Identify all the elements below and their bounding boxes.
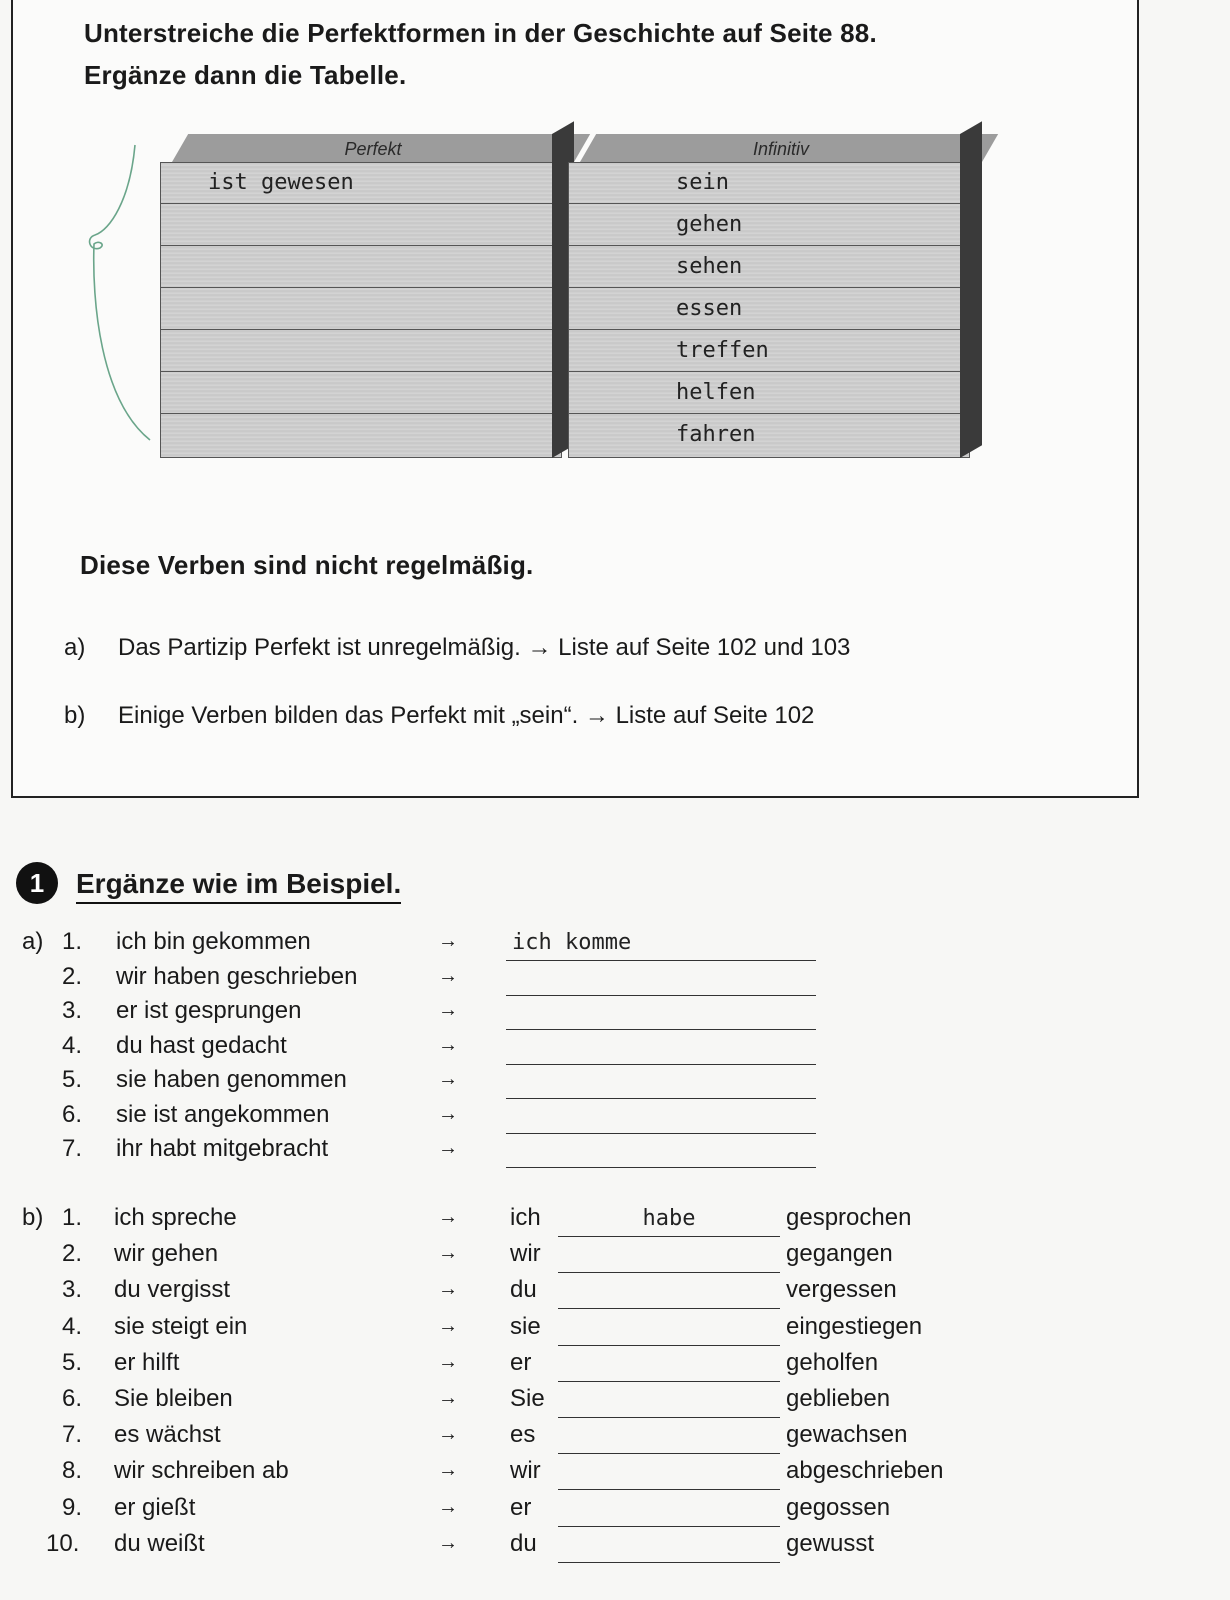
part-b-pronoun: ich — [510, 1204, 541, 1231]
part-a-number: 3. — [62, 997, 83, 1024]
part-b-number: 9. — [62, 1493, 83, 1521]
part-a-prompt: er ist gesprungen — [116, 997, 302, 1024]
arrow-icon: → — [438, 1278, 458, 1301]
arrow-icon: → — [438, 1033, 458, 1056]
part-b-participle: geblieben — [786, 1385, 891, 1412]
part-a-answer-line[interactable] — [506, 932, 816, 961]
part-b-participle: gesprochen — [786, 1204, 912, 1231]
part-b-answer-line[interactable] — [558, 1351, 780, 1382]
part-a-number: 1. — [62, 928, 83, 955]
part-b-answer-line[interactable] — [558, 1206, 780, 1237]
part-b-answer-line[interactable] — [558, 1459, 780, 1490]
infinitiv-row — [568, 162, 970, 204]
perfekt-cell: ist gewesen — [208, 170, 354, 195]
arrow-icon: → — [438, 1102, 458, 1125]
infinitiv-row — [568, 372, 970, 414]
part-b-pronoun: es — [510, 1421, 536, 1449]
part-b-answer[interactable]: habe — [642, 1206, 696, 1231]
part-a-number: 6. — [62, 1100, 83, 1128]
part-a-number: 5. — [62, 1066, 83, 1093]
part-b-participle: abgeschrieben — [786, 1457, 944, 1485]
perfekt-row[interactable] — [160, 372, 562, 414]
part-b-participle: gegossen — [786, 1493, 891, 1521]
part-b-number: 7. — [62, 1421, 83, 1449]
part-a-answer[interactable]: ich komme — [512, 930, 632, 955]
part-b-prompt: Sie bleiben — [114, 1385, 233, 1412]
part-a-number: 2. — [62, 962, 83, 990]
part-b-pronoun: er — [510, 1493, 532, 1521]
part-b-prompt: er hilft — [114, 1348, 180, 1376]
part-b-pronoun: er — [510, 1348, 532, 1376]
arrow-icon: → — [438, 930, 458, 952]
part-b-answer-line[interactable] — [558, 1278, 780, 1309]
part-b-prompt: ich spreche — [114, 1204, 237, 1231]
infinitiv-table — [568, 139, 970, 458]
infinitiv-table-side — [960, 121, 982, 458]
part-b-prompt: du weißt — [114, 1529, 205, 1557]
part-a-answer-line[interactable] — [506, 1070, 816, 1099]
perfekt-row — [160, 162, 562, 204]
part-b-number: 8. — [62, 1457, 83, 1485]
part-b-prompt: wir schreiben ab — [114, 1457, 289, 1485]
arrow-icon: → — [438, 999, 458, 1021]
infinitiv-row — [568, 330, 970, 372]
arrow-icon: → — [438, 1350, 458, 1373]
part-b-pronoun: wir — [510, 1457, 541, 1485]
part-b-prompt: du vergisst — [114, 1276, 231, 1304]
perfekt-row[interactable] — [160, 330, 562, 372]
perfekt-table — [160, 139, 562, 458]
part-a-number: 7. — [62, 1135, 83, 1162]
infinitiv-cell: fahren — [676, 422, 756, 447]
note-a-text: Das Partizip Perfekt ist unregelmäßig. → Liste auf Seite 102 und 103 — [118, 634, 851, 661]
arrow-icon: → — [438, 1242, 458, 1265]
part-b-answer-line[interactable] — [558, 1387, 780, 1418]
perfekt-row[interactable] — [160, 246, 562, 288]
irregular-heading: Diese Verben sind nicht regelmäßig. — [80, 550, 534, 580]
arrow-icon: → — [438, 1459, 458, 1482]
part-b-answer-line[interactable] — [558, 1242, 780, 1273]
part-b-participle: geholfen — [786, 1348, 879, 1376]
part-b-number: 2. — [62, 1240, 83, 1268]
part-a-number: 4. — [62, 1031, 83, 1059]
infinitiv-row — [568, 246, 970, 288]
part-a-prompt: ihr habt mitgebracht — [116, 1135, 329, 1162]
infinitiv-header: Infinitiv — [752, 139, 810, 159]
part-b-answer-line[interactable] — [558, 1496, 780, 1527]
part-b-number: 1. — [62, 1204, 83, 1231]
infinitiv-row — [568, 414, 970, 456]
note-b-text: Einige Verben bilden das Perfekt mit „sein“. → Liste auf Seite 102 — [118, 702, 815, 729]
part-b-number: 6. — [62, 1385, 83, 1412]
instruction-line-2: Ergänze dann die Tabelle. — [84, 60, 407, 90]
infinitiv-cell: essen — [676, 296, 743, 321]
part-b-participle: vergessen — [786, 1276, 897, 1304]
perfekt-row[interactable] — [160, 288, 562, 330]
infinitiv-cell: helfen — [676, 380, 756, 405]
part-b-prompt: er gießt — [114, 1493, 196, 1521]
part-b-participle: gewusst — [786, 1529, 875, 1557]
part-a-prompt: sie ist angekommen — [116, 1100, 330, 1128]
arrow-icon: → — [438, 1137, 458, 1159]
arrow-icon: → — [438, 1068, 458, 1090]
perfekt-row[interactable] — [160, 414, 562, 456]
part-b-answer-line[interactable] — [558, 1315, 780, 1346]
note-a-label: a) — [64, 634, 86, 661]
infinitiv-row — [568, 288, 970, 330]
part-a-answer-line[interactable] — [506, 1105, 816, 1134]
exercise-title: Ergänze wie im Beispiel. — [76, 868, 401, 904]
part-b-number: 3. — [62, 1276, 83, 1304]
part-b-prompt: es wächst — [114, 1421, 221, 1449]
note-b-label: b) — [64, 702, 86, 729]
arrow-icon: → — [438, 1314, 458, 1337]
part-b-pronoun: wir — [510, 1240, 541, 1268]
infinitiv-cell: gehen — [676, 212, 743, 237]
part-b-pronoun: du — [510, 1276, 537, 1304]
part-b-pronoun: sie — [510, 1312, 541, 1340]
part-b-number: 5. — [62, 1348, 83, 1376]
part-a-answer-line[interactable] — [506, 1036, 816, 1065]
part-b-participle: eingestiegen — [786, 1312, 923, 1340]
arrow-icon: → — [438, 1423, 458, 1446]
infinitiv-row — [568, 204, 970, 246]
instruction-line-1: Unterstreiche die Perfektformen in der Geschichte auf Seite 88. — [84, 18, 877, 48]
part-b-answer-line[interactable] — [558, 1423, 780, 1454]
arrow-icon: → — [438, 1387, 458, 1409]
part-b-number: 10. — [46, 1529, 80, 1557]
arrow-icon: → — [438, 964, 458, 987]
part-b-prompt: sie steigt ein — [114, 1312, 248, 1340]
infinitiv-cell: sein — [676, 170, 729, 195]
infinitiv-cell: sehen — [676, 254, 743, 279]
arrow-icon: → — [438, 1206, 458, 1228]
arrow-icon: → — [438, 1531, 458, 1554]
part-a-prompt: wir haben geschrieben — [116, 962, 358, 990]
part-a-prompt: ich bin gekommen — [116, 928, 311, 955]
perfekt-row[interactable] — [160, 204, 562, 246]
part-b-label: b) — [22, 1204, 44, 1231]
part-b-pronoun: Sie — [510, 1385, 545, 1412]
part-a-answer-line[interactable] — [506, 1139, 816, 1168]
part-b-answer-line[interactable] — [558, 1532, 780, 1563]
infinitiv-cell: treffen — [676, 338, 769, 363]
part-a-answer-line[interactable] — [506, 1001, 816, 1030]
part-a-label: a) — [22, 928, 44, 955]
pen-scribble — [80, 140, 160, 450]
part-b-number: 4. — [62, 1312, 83, 1340]
part-a-answer-line[interactable] — [506, 967, 816, 996]
part-b-pronoun: du — [510, 1529, 537, 1557]
part-a-prompt: du hast gedacht — [116, 1031, 287, 1059]
part-b-participle: gegangen — [786, 1240, 893, 1268]
perfekt-header: Perfekt — [344, 139, 402, 159]
part-a-prompt: sie haben genommen — [116, 1066, 347, 1093]
arrow-icon: → — [438, 1495, 458, 1518]
part-b-prompt: wir gehen — [114, 1240, 219, 1268]
exercise-number-badge: 1 — [16, 862, 58, 904]
part-b-participle: gewachsen — [786, 1421, 908, 1449]
